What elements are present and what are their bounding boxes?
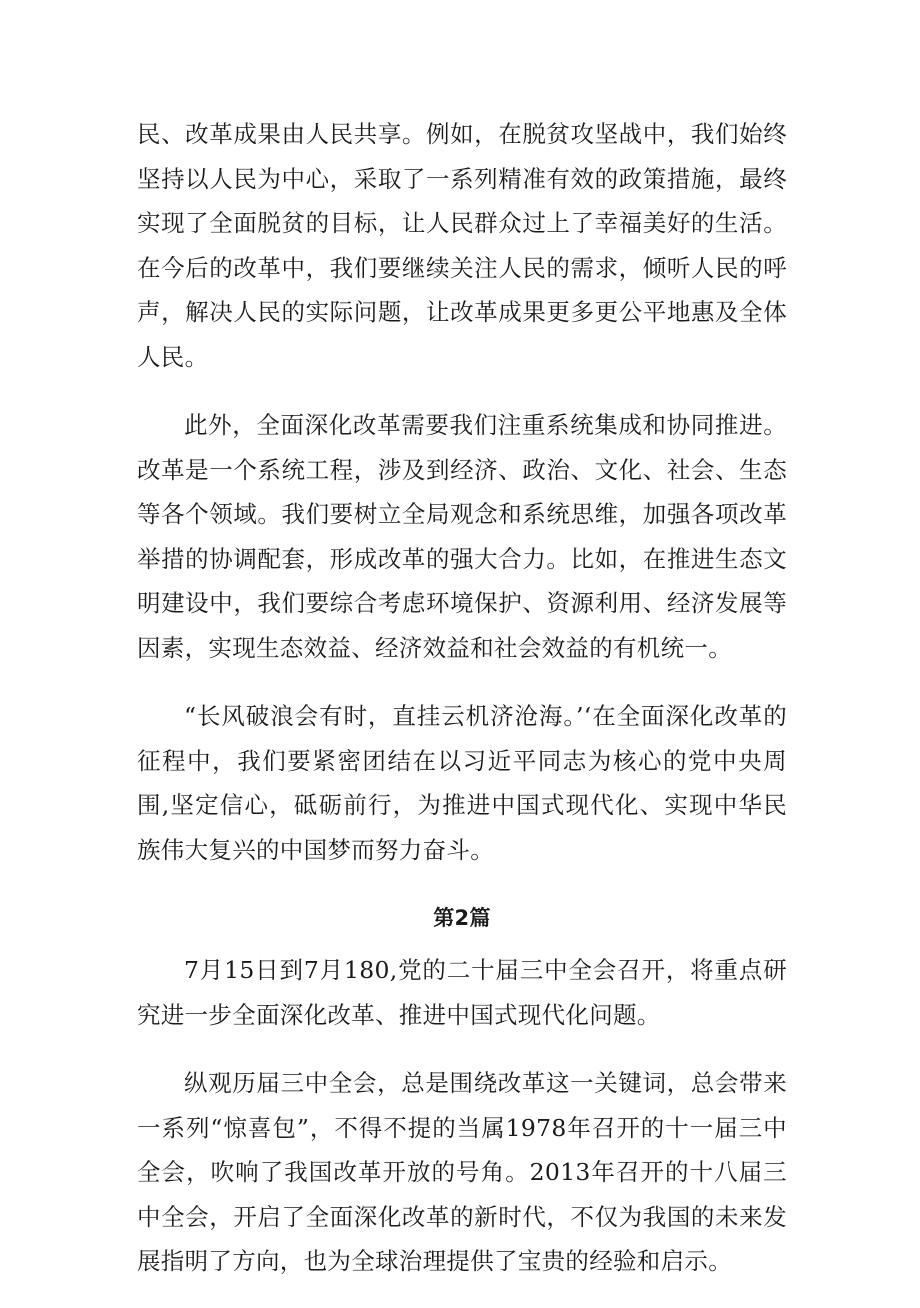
- paragraph-closing-quote: “长风破浪会有时，直挂云机济沧海。’‘在全面深化改革的征程中，我们要紧密团结在以习近平同志为核心的党中央周围,坚定信心，砥砺前行，为推进中国式现代化、实现中华民族伟大复兴的中国梦而努力奋斗。: [137, 702, 787, 864]
- paragraph-history-of-plenary-sessions: 纵观历届三中全会，总是围绕改革这一关键词，总会带来一系列“惊喜包”，不得不提的当属1978年召开的十一届三中全会，吹响了我国改革开放的号角。2013年召开的十八届三中全会，开启了全面深化改革的新时代，不仅为我国的未来发展指明了方向，也为全球治理提供了宝贵的经验和启示。: [137, 1069, 787, 1275]
- document-body: [137, 112, 787, 1308]
- paragraph-system-integration: 此外，全面深化改革需要我们注重系统集成和协同推进。改革是一个系统工程，涉及到经济、政治、文化、社会、生态等各个领域。我们要树立全局观念和系统思维，加强各项改革举措的协调配套，形成改革的强大合力。比如，在推进生态文明建设中，我们要综合考虑环境保护、资源利用、经济发展等因素，实现生态效益、经济效益和社会效益的有机统一。: [137, 411, 787, 662]
- paragraph-plenary-session-dates: 7月15日到7月180,党的二十届三中全会召开，将重点研究进一步全面深化改革、推进中国式现代化问题。: [137, 956, 787, 1029]
- paragraph-continued-people-share: 民、改革成果由人民共享。例如，在脱贫攻坚战中，我们始终坚持以人民为中心，采取了一系列精准有效的政策措施，最终实现了全面脱贫的目标，让人民群众过上了幸福美好的生活。在今后的改革中，我们要继续关注人民的需求，倾听人民的呼声，解决人民的实际问题，让改革成果更多更公平地惠及全体人民。: [137, 120, 787, 371]
- section-heading: 第2篇: [433, 906, 491, 930]
